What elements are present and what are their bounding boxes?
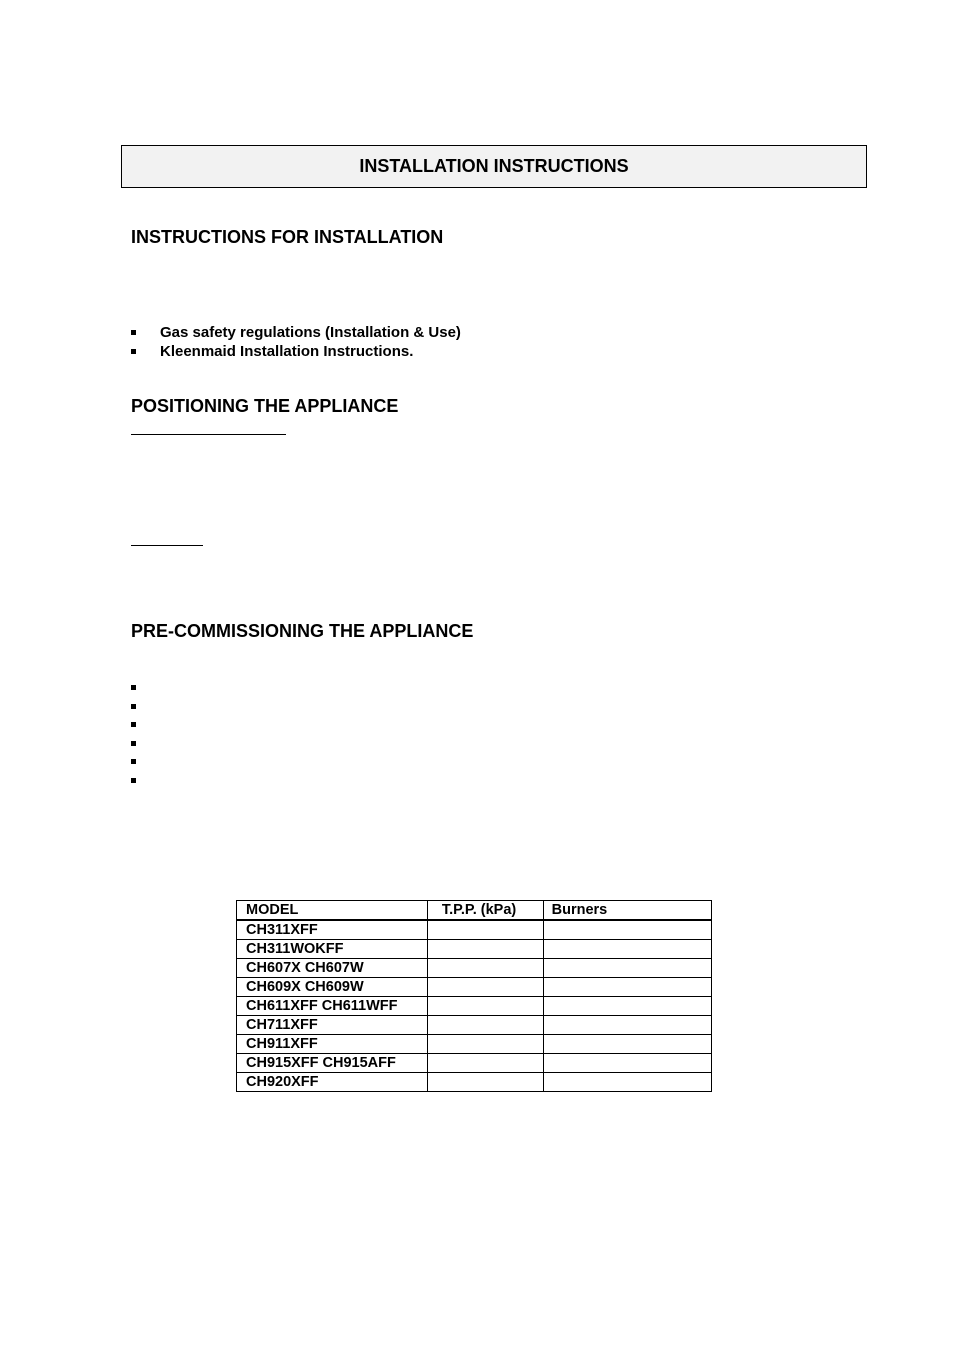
burners-cell — [543, 940, 711, 959]
model-cell: CH311XFF — [237, 920, 428, 940]
square-bullet-icon — [131, 741, 136, 746]
page-title: INSTALLATION INSTRUCTIONS — [359, 156, 629, 176]
section-heading-positioning: POSITIONING THE APPLIANCE — [131, 396, 399, 416]
underline-rule — [131, 434, 286, 435]
list-item — [131, 679, 160, 698]
model-cell: CH915XFF CH915AFF — [237, 1054, 428, 1073]
model-cell: CH911XFF — [237, 1035, 428, 1054]
list-item — [131, 343, 461, 362]
page-title-box — [121, 145, 867, 188]
model-cell: CH920XFF — [237, 1073, 428, 1092]
list-item-text: Kleenmaid Installation Instructions. — [160, 342, 414, 360]
list-item — [131, 753, 160, 772]
burners-cell — [543, 959, 711, 978]
square-bullet-icon — [131, 722, 136, 727]
list-item — [131, 735, 160, 754]
burners-cell — [543, 1035, 711, 1054]
tpp-cell — [427, 997, 543, 1016]
installation-requirements-list — [131, 324, 461, 361]
tpp-cell — [427, 1073, 543, 1092]
list-item — [131, 324, 461, 343]
column-header-model: MODEL — [237, 901, 428, 921]
column-header-tpp: T.P.P. (kPa) — [427, 901, 543, 921]
table-row — [237, 1016, 712, 1035]
table-header-row — [237, 901, 712, 921]
burners-cell — [543, 1073, 711, 1092]
square-bullet-icon — [131, 759, 136, 764]
model-cell: CH311WOKFF — [237, 940, 428, 959]
table-row — [237, 1035, 712, 1054]
tpp-cell — [427, 920, 543, 940]
section-heading-precommissioning: PRE-COMMISSIONING THE APPLIANCE — [131, 621, 474, 641]
list-item-text: Gas safety regulations (Installation & Use) — [160, 324, 461, 341]
table-row — [237, 997, 712, 1016]
precommissioning-checklist — [131, 679, 160, 790]
tpp-cell — [427, 940, 543, 959]
square-bullet-icon — [131, 685, 136, 690]
burners-cell — [543, 1016, 711, 1035]
tpp-cell — [427, 959, 543, 978]
burners-cell — [543, 920, 711, 940]
tpp-cell — [427, 1016, 543, 1035]
square-bullet-icon — [131, 349, 136, 354]
square-bullet-icon — [131, 704, 136, 709]
list-item — [131, 716, 160, 735]
model-cell: CH711XFF — [237, 1016, 428, 1035]
list-item — [131, 772, 160, 791]
tpp-cell — [427, 978, 543, 997]
table-row — [237, 959, 712, 978]
burners-cell — [543, 997, 711, 1016]
section-heading-installation: INSTRUCTIONS FOR INSTALLATION — [131, 227, 444, 247]
table-row — [237, 978, 712, 997]
model-cell: CH609X CH609W — [237, 978, 428, 997]
list-item — [131, 698, 160, 717]
model-cell: CH607X CH607W — [237, 959, 428, 978]
burners-cell — [543, 978, 711, 997]
column-header-burners: Burners — [543, 901, 711, 921]
model-pressure-table — [236, 900, 712, 1092]
table-row — [237, 920, 712, 940]
table-row — [237, 1054, 712, 1073]
tpp-cell — [427, 1035, 543, 1054]
model-cell: CH611XFF CH611WFF — [237, 997, 428, 1016]
burners-cell — [543, 1054, 711, 1073]
underline-rule — [131, 545, 203, 546]
tpp-cell — [427, 1054, 543, 1073]
table-row — [237, 940, 712, 959]
square-bullet-icon — [131, 330, 136, 335]
table-row — [237, 1073, 712, 1092]
square-bullet-icon — [131, 778, 136, 783]
